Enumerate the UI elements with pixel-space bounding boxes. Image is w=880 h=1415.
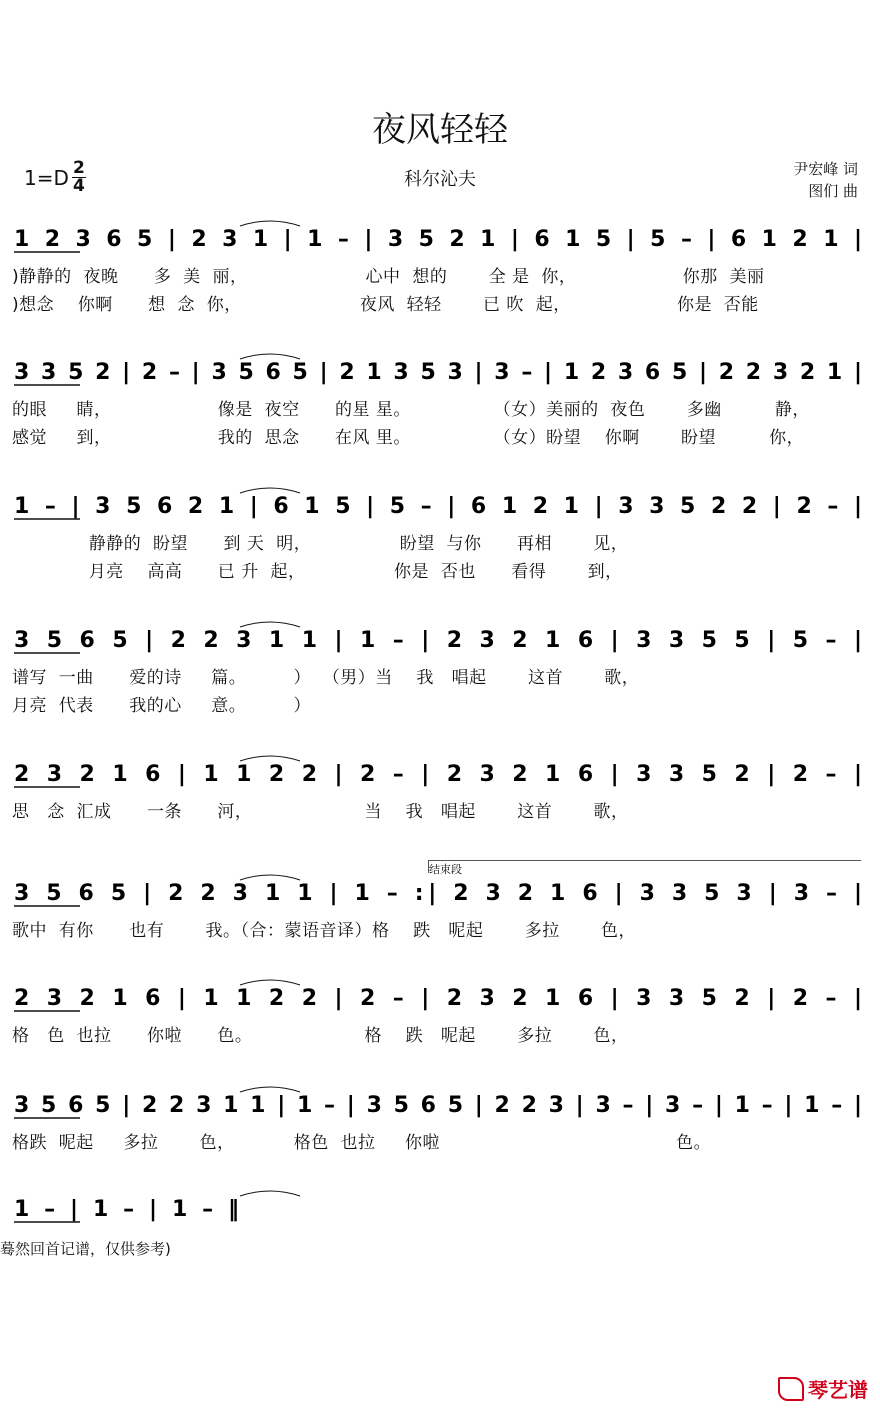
slur-mark [240, 980, 300, 985]
page-title: 夜风轻轻 [372, 110, 508, 150]
lyric-line: 谱写 一曲 爱的诗 篇。 ） （男）当 我 唱起 这首 歌， [12, 668, 640, 688]
score-row [0, 489, 880, 629]
notation-text: 3 5 6 5 | 2 2 3 1 1 | 1 – :| 2 3 2 1 6 | 3 3 5 3 | 3 – | [14, 881, 862, 906]
lyric-line: 的眼 睛， 像是 夜空 的星 星。 （女）美丽的 夜色 多幽 静， [12, 400, 810, 420]
notation-text: 1 2 3 6 5 | 2 3 1 | 1 – | 3 5 2 1 | 6 1 5 | 5 – | 6 1 2 1 | [14, 227, 863, 252]
slur-mark [240, 1191, 300, 1196]
notation-text: 3 5 6 5 | 2 2 3 1 1 | 1 – | 2 3 2 1 6 | 3 3 5 5 | 5 – | [14, 628, 862, 653]
composer-credit: 图们 曲 [808, 182, 858, 200]
section-label: 结束段 [428, 860, 861, 873]
slur-mark [240, 221, 300, 226]
site-logo[interactable] [778, 1374, 868, 1403]
slur-mark [240, 488, 300, 493]
slur-mark [240, 756, 300, 761]
lyric-line: )静静的 夜晚 多 美 丽， 心中 想的 全 是 你， 你那 美丽 [12, 267, 765, 287]
slur-mark [240, 622, 300, 627]
notation-text: 1 – | 3 5 6 2 1 | 6 1 5 | 5 – | 6 1 2 1 | 3 3 5 2 2 | 2 – | [14, 494, 863, 519]
time-bottom: 4 [72, 176, 85, 196]
score-row [0, 623, 880, 763]
notation-text: 3 3 5 2 | 2 – | 3 5 6 5 | 2 1 3 5 3 | 3 – | 1 2 3 6 5 | 2 2 3 2 1 | [14, 360, 862, 385]
score-row [0, 1192, 880, 1332]
lyricist-credit: 尹宏峰 词 [793, 160, 858, 178]
logo-icon [778, 1377, 804, 1401]
lyric-line: 思 念 汇成 一条 河， 当 我 唱起 这首 歌， [12, 802, 629, 822]
lyric-line: 静静的 盼望 到 天 明， 盼望 与你 再相 见， [12, 534, 629, 554]
notation-text: 2 3 2 1 6 | 1 1 2 2 | 2 – | 2 3 2 1 6 | 3 3 5 2 | 2 – | [14, 986, 862, 1011]
singer: 科尔沁夫 [404, 169, 476, 190]
score-row [0, 355, 880, 495]
slur-mark [240, 875, 300, 880]
slur-mark [240, 1087, 300, 1092]
key-label: 1=D [24, 165, 69, 190]
footer-note: 蓦然回首记谱，仅供参考) [0, 1240, 171, 1258]
logo-text: 琴艺谱 [808, 1378, 868, 1402]
lyric-line: 歌中 有你 也有 我。（合：蒙语音译）格 跌 呢起 多拉 色， [12, 921, 637, 941]
lyric-line: 月亮 代表 我的心 意。 ） [12, 696, 311, 716]
lyric-line: 月亮 高高 已 升 起， 你是 否也 看得 到， [12, 562, 623, 582]
lyric-line: 格 色 也拉 你啦 色。 格 跌 呢起 多拉 色， [12, 1026, 629, 1046]
slur-mark [240, 354, 300, 359]
lyric-line: )想念 你啊 想 念 你， 夜风 轻轻 已 吹 起， 你是 否能 [12, 295, 759, 315]
notation-text: 2 3 2 1 6 | 1 1 2 2 | 2 – | 2 3 2 1 6 | 3 3 5 2 | 2 – | [14, 762, 862, 787]
time-top: 2 [72, 158, 85, 178]
score-row [0, 222, 880, 362]
notation-text: 1 – | 1 – | 1 – ‖ [14, 1197, 239, 1222]
lyric-line: 感觉 到， 我的 思念 在风 里。 （女）盼望 你啊 盼望 你， [12, 428, 805, 448]
lyric-line: 格跌 呢起 多拉 色， 格色 也拉 你啦 色。 [12, 1133, 712, 1153]
notation-text: 3 5 6 5 | 2 2 3 1 1 | 1 – | 3 5 6 5 | 2 2 3 | 3 – | 3 – | 1 – | 1 – | [14, 1093, 862, 1118]
